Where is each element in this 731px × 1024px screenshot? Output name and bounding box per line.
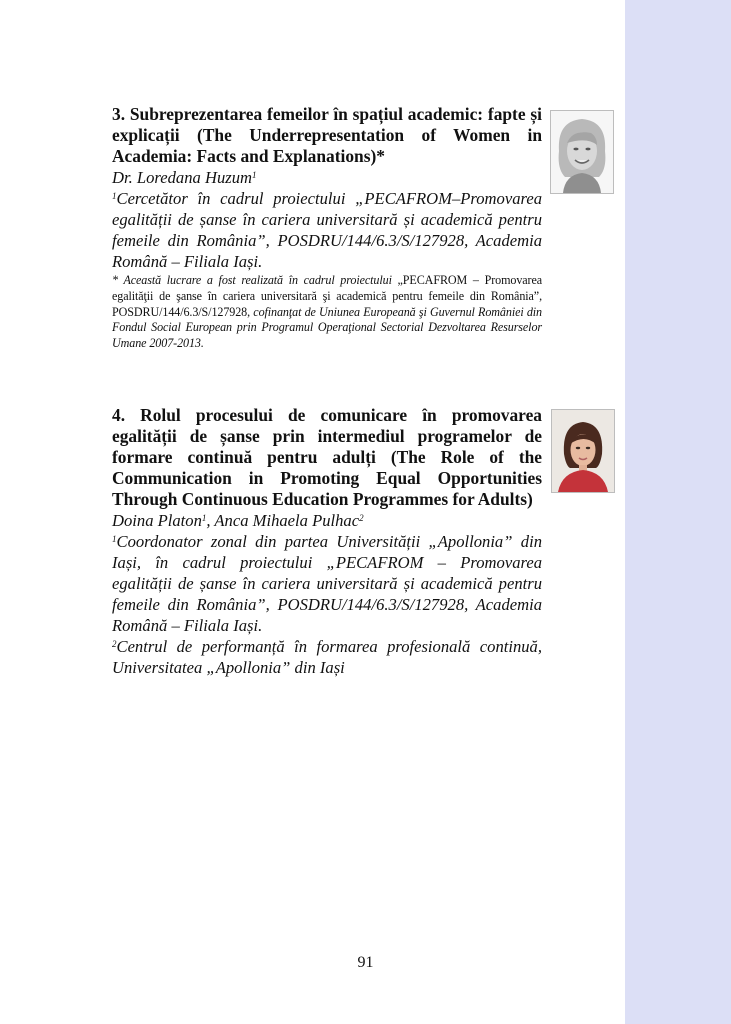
affiliation-text: Centrul de performanță în formarea profesională continuă, Universitatea „Apollonia” din Iași <box>112 637 542 677</box>
note-regular-text: „PECAFROM – Promovarea egalităţii de şanse în cariera universitară şi academică pentru femeile din România”, POSDRU/144/6.3/S/127928, <box>112 273 542 319</box>
entry-title: 4. Rolul procesului de comunicare în promovarea egalității de șanse prin intermediul programelor de formare continuă pentru adulți (The Role of the Communication in Promoting Equal Opportunities Through Continuous Education Programmes for Adults) <box>112 405 542 509</box>
affiliation-text: Cercetător în cadrul proiectului „PECAFROM–Promovarea egalității de șanse în cariera universitară și academică pentru femeile din România”, POSDRU/144/6.3/S/127928, Academia Română – Filiala Iași. <box>112 189 542 271</box>
affiliation-superscript: 1 <box>112 534 117 544</box>
author-separator: , <box>206 511 215 530</box>
author-superscript: 1 <box>201 513 207 523</box>
author-name: Doina Platon <box>112 511 202 530</box>
affiliation-1 <box>112 531 542 636</box>
author-superscript: 1 <box>252 170 257 180</box>
note-italic-intro: * Această lucrare a fost realizată în cadrul proiectului <box>112 273 392 287</box>
entry-authors <box>112 167 542 188</box>
author-photo-huzum <box>550 110 614 194</box>
entry-title: 3. Subreprezentarea femeilor în spațiul academic: fapte și explicații (The Underrepresentation of Women in Academia: Facts and Explanations)* <box>112 104 542 166</box>
portrait-photo-icon <box>551 111 613 193</box>
funding-note <box>112 273 542 352</box>
author-superscript: 2 <box>359 513 364 523</box>
entry-authors <box>112 510 542 531</box>
affiliation-superscript: 2 <box>112 639 117 649</box>
affiliation-text: Coordonator zonal din partea Universității „Apollonia” din Iași, în cadrul proiectului „PECAFROM – Promovarea egalității de șanse în cariera universitară și academică pentru femeile din România”, POSDRU/144/6.3/S/127928, Academia Română – Filiala Iași. <box>112 532 542 635</box>
author-name: Anca Mihaela Pulhac <box>214 511 360 530</box>
side-color-band <box>625 0 731 1024</box>
affiliation <box>112 188 542 272</box>
entry-3 <box>112 104 542 352</box>
affiliation-2 <box>112 636 542 678</box>
author-photo-platon <box>551 409 615 493</box>
note-italic-funding: cofinanţat de Uniunea Europeană şi Guvernul României din Fondul Social European prin Programul Operaţional Sectorial Dezvoltarea Resurselor Umane 2007-2013. <box>112 304 542 351</box>
entry-4 <box>112 405 542 678</box>
author-name: Dr. Loredana Huzum <box>112 168 252 187</box>
affiliation-superscript: 1 <box>112 191 117 201</box>
page-number: 91 <box>357 954 374 971</box>
portrait-photo-icon <box>552 410 614 492</box>
